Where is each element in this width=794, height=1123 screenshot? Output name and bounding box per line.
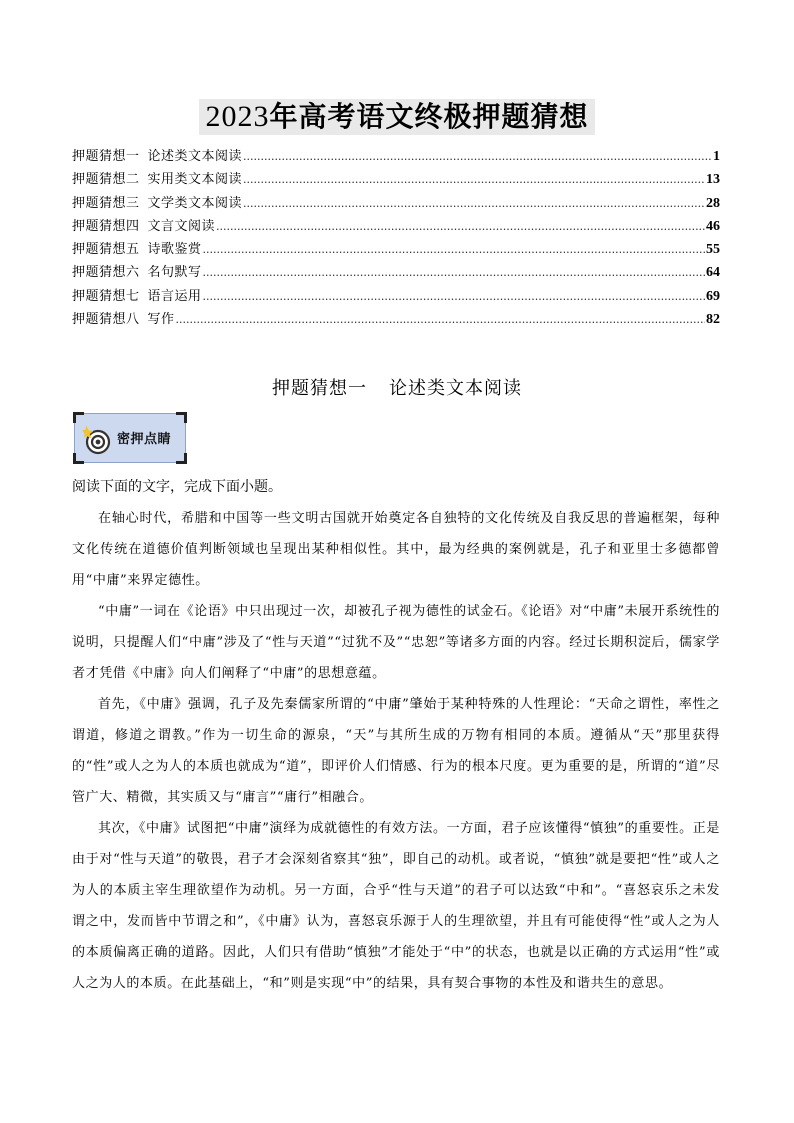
toc-entry-topic: 名句默写 [147,265,202,281]
toc-entry-label: 押题猜想五 [72,242,140,258]
title-text: 年高考语文终极押题猜想 [269,100,589,133]
toc-entry-page: 69 [706,288,720,304]
toc-entry-label: 押题猜想七 [72,288,140,304]
toc-entry[interactable] [72,261,720,284]
toc-leader-dots [243,145,712,168]
toc-entry-label: 押题猜想六 [72,265,140,281]
toc-entry-label: 押题猜想一 [72,149,140,164]
toc-entry-topic: 文学类文本阅读 [147,195,243,211]
section-title [0,374,794,400]
toc-entry-label: 押题猜想二 [72,172,140,188]
toc-entry-label: 押题猜想三 [72,195,140,211]
passage-paragraph: “中庸”一词在《论语》中只出现过一次，却被孔子视为德性的试金石。《论语》对“中庸”未展开系统性的说明，只提醒人们“中庸”涉及了“性与天道”“过犹不及”“忠恕”等诸多方面的内容。经过长期积淀后，儒家学者才凭借《中庸》向人们阐释了“中庸”的思想意蕴。 [72,604,720,681]
passage-body [72,503,720,999]
toc-entry[interactable] [72,285,720,308]
toc-leader-dots [243,192,705,215]
key-points-badge [74,413,186,463]
reading-instruction: 阅读下面的文字，完成下面小题。 [72,479,282,495]
toc-entry-topic: 写作 [147,312,175,328]
toc-entry-page: 55 [706,242,720,258]
section-label: 押题猜想一 [272,378,367,399]
toc-entry-label: 押题猜想八 [72,312,140,328]
toc-entry-label: 押题猜想四 [72,218,140,234]
passage-paragraph: 首先，《中庸》强调，孔子及先秦儒家所谓的“中庸”肇始于某种特殊的人性理论：“天命之谓性，率性之谓道，修道之谓教。”作为一切生命的源泉，“天”与其所生成的万物有相同的本质。遵循从“天”那里获得的“性”或人之为人的本质也就成为“道”，即评价人们情感、行为的根本尺度。更为重要的是，所谓的“道”尽管广大、精微，其实质又与“庸言”“庸行”相融合。 [72,697,720,805]
toc-leader-dots [243,168,705,191]
toc-leader-dots [203,238,705,261]
toc-leader-dots [176,308,705,331]
toc-entry[interactable] [72,238,720,261]
toc-entry[interactable] [72,215,720,238]
toc-entry[interactable] [72,145,720,168]
toc-entry[interactable] [72,192,720,215]
badge-label: 密押点睛 [117,432,172,447]
section-topic: 论述类文本阅读 [389,378,522,399]
toc-entry-page: 1 [713,149,720,164]
document-title-highlight [199,99,594,135]
toc-entry-page: 64 [706,265,720,281]
toc-entry-page: 28 [706,195,720,211]
toc-entry[interactable] [72,308,720,331]
title-year: 2023 [205,100,270,133]
toc-entry-topic: 实用类文本阅读 [147,172,243,188]
toc-entry-topic: 语言运用 [147,288,202,304]
toc-entry-topic: 文言文阅读 [147,218,216,234]
target-icon [81,424,113,456]
document-title [0,99,794,135]
toc-leader-dots [203,261,705,284]
toc-leader-dots [203,285,705,308]
passage-paragraph: 其次，《中庸》试图把“中庸”演绎为成就德性的有效方法。一方面，君子应该懂得“慎独”的重要性。正是由于对“性与天道”的敬畏，君子才会深刻省察其“独”，即自己的动机。或者说，“慎独”就是要把“性”或人之为人的本质主宰生理欲望作为动机。另一方面，合乎“性与天道”的君子可以达致“中和”。“喜怒哀乐之未发谓之中，发而皆中节谓之和”，《中庸》认为，喜怒哀乐源于人的生理欲望，并且有可能使得“性”或人之为人的本质偏离正确的道路。因此，人们只有借助“慎独”才能处于“中”的状态，也就是以正确的方式运用“性”或人之为人的本质。在此基础上，“和”则是实现“中”的结果，具有契合事物的本性及和谐共生的意思。 [72,821,720,991]
table-of-contents [72,145,720,331]
toc-entry-page: 82 [706,312,720,328]
passage-paragraph: 在轴心时代，希腊和中国等一些文明古国就开始奠定各自独特的文化传统及自我反思的普遍框架，每种文化传统在道德价值判断领域也呈现出某种相似性。其中，最为经典的案例就是，孔子和亚里士多德都曾用“中庸”来界定德性。 [72,511,720,588]
toc-entry-topic: 诗歌鉴赏 [147,242,202,258]
toc-entry[interactable] [72,168,720,191]
toc-entry-page: 13 [706,172,720,188]
toc-entry-page: 46 [706,218,720,234]
toc-leader-dots [216,215,705,238]
toc-entry-topic: 论述类文本阅读 [147,149,243,164]
